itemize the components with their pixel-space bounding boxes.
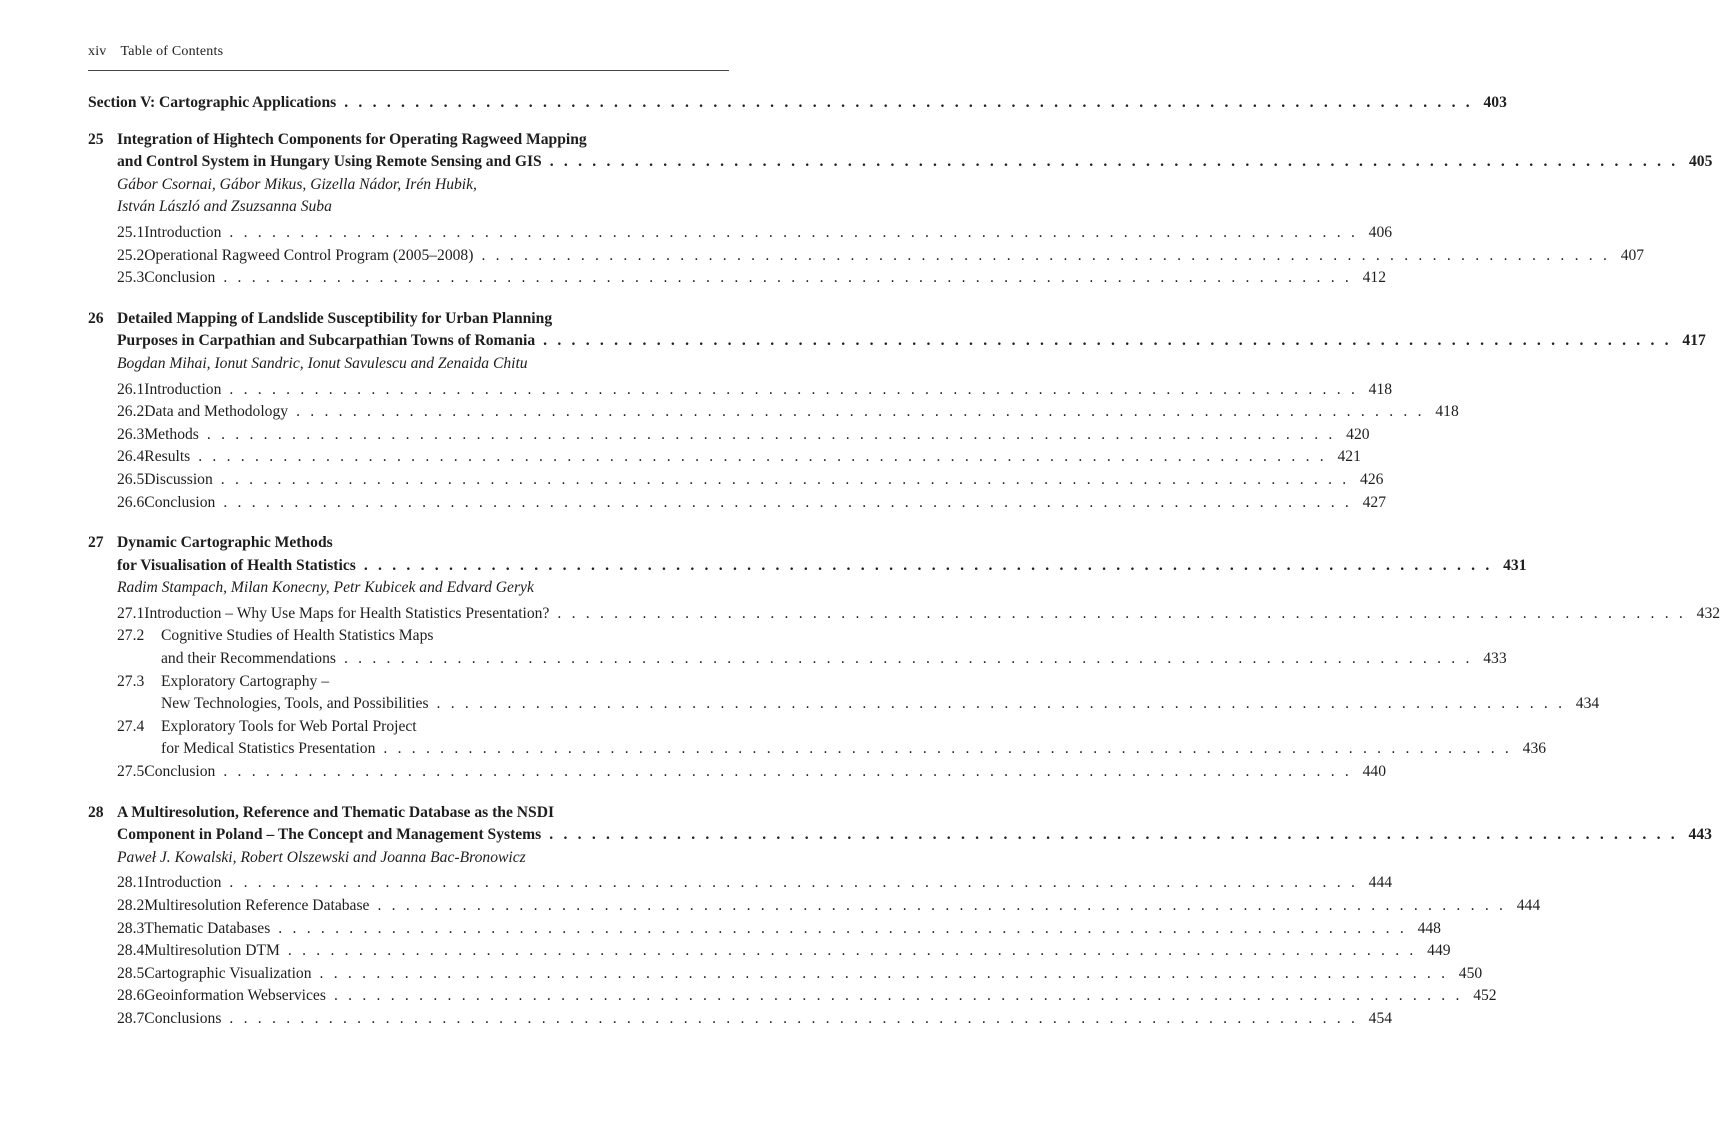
- chapter-entry: [88, 129, 1713, 290]
- section-number: 26.1: [117, 380, 145, 398]
- chapter-number: 25: [88, 130, 104, 148]
- dot-leader: . . . . . . . . . . . . . . . . . . . . . . . . . . . . . . . . . . . . . . . . . . . . . . . . . . . . . . . . . . . . . . . . . . . . . . . . . . . . . . . .: [333, 987, 1463, 1005]
- section-entry-text: Multiresolution DTM: [144, 942, 280, 960]
- chapter-title-line-text: for Visualisation of Health Statistics: [117, 556, 356, 574]
- chapter-authors: [88, 196, 729, 219]
- section-entry-text: Discussion: [144, 470, 213, 488]
- section-entry[interactable]: [88, 245, 1645, 268]
- section-number: 28.6: [117, 987, 145, 1005]
- section-entry[interactable]: [88, 446, 1361, 469]
- page-number: 444: [1516, 897, 1541, 914]
- chapter-authors: [88, 847, 729, 870]
- chapter-title-line[interactable]: [88, 802, 729, 825]
- chapter-title-text: Dynamic Cartographic Methods: [117, 534, 333, 552]
- section-entry[interactable]: [88, 895, 1541, 918]
- page-number: 406: [1368, 223, 1393, 241]
- section-entry-text: Conclusion: [144, 763, 216, 781]
- section-entry-text: Geoinformation Webservices: [144, 987, 326, 1005]
- chapter-title-line[interactable]: [88, 330, 1706, 353]
- section-entry[interactable]: [88, 603, 1720, 626]
- section-number: 26.3: [117, 425, 145, 443]
- chapter-title-line[interactable]: [88, 308, 729, 331]
- chapter-entry: [88, 308, 1706, 514]
- running-head-title: Table of Contents: [120, 44, 224, 59]
- section-number: 26.5: [117, 470, 145, 488]
- page-number: 454: [1368, 1009, 1393, 1027]
- section-entry[interactable]: [88, 671, 729, 694]
- page-number: 433: [1483, 650, 1507, 668]
- section-entry-text: Conclusion: [144, 269, 216, 287]
- dot-leader: . . . . . . . . . . . . . . . . . . . . . . . . . . . . . . . . . . . . . . . . . . . . . . . . . . . . . . . . . . . . . . . . . . . . . . . . . . . . . . . .: [229, 874, 1359, 892]
- section-entry[interactable]: [88, 267, 1386, 290]
- section-number: 27.4: [117, 717, 145, 735]
- dot-leader: . . . . . . . . . . . . . . . . . . . . . . . . . . . . . . . . . . . . . . . . . . . . . . . . . . . . . . . . . . . . . . . . . . . . . . . . . . . . . . . .: [296, 403, 1425, 421]
- dot-leader: . . . . . . . . . . . . . . . . . . . . . . . . . . . . . . . . . . . . . . . . . . . . . . . . . . . . . . . . . . . . . . . . . . . . . . . . . . . . . . . .: [543, 332, 1672, 350]
- section-entry-text: Operational Ragweed Control Program (2005–2008): [144, 246, 474, 264]
- running-head: [88, 44, 223, 60]
- chapter-title-text: Integration of Hightech Components for Operating Ragweed Mapping: [117, 130, 587, 148]
- section-entry-text: Introduction: [144, 223, 222, 241]
- chapter-authors: [88, 577, 729, 600]
- dot-leader: . . . . . . . . . . . . . . . . . . . . . . . . . . . . . . . . . . . . . . . . . . . . . . . . . . . . . . . . . . . . . . . . . . . . . . . . . . . . . . . .: [223, 493, 1352, 511]
- section-entry[interactable]: [88, 424, 1370, 447]
- page-number: 444: [1368, 874, 1393, 892]
- section-entry-text: Results: [144, 448, 191, 466]
- section-number: 28.2: [117, 897, 145, 914]
- section-number: 27.5: [117, 763, 145, 781]
- section-number: 27.3: [117, 672, 145, 690]
- section-entry-text: Data and Methodology: [144, 403, 289, 421]
- dot-leader: . . . . . . . . . . . . . . . . . . . . . . . . . . . . . . . . . . . . . . . . . . . . . . . . . . . . . . . . . . . . . . . . . . . . . . . . . . . . . . . .: [278, 919, 1407, 937]
- chapter-title-line[interactable]: [88, 151, 1713, 174]
- page-number: 431: [1503, 556, 1527, 574]
- chapter-entry: [88, 802, 1712, 1031]
- section-entry[interactable]: [88, 716, 729, 739]
- author-text: Paweł J. Kowalski, Robert Olszewski and Joanna Bac-Bronowicz: [117, 848, 526, 866]
- section-entry-text: Thematic Databases: [144, 919, 271, 937]
- section-entry[interactable]: [88, 761, 1386, 784]
- page-number: 427: [1362, 493, 1386, 511]
- section-entry-continuation[interactable]: [88, 693, 1600, 716]
- section-entry[interactable]: [88, 963, 1483, 986]
- page-number: 436: [1522, 740, 1547, 758]
- author-text: István László and Zsuzsanna Suba: [117, 198, 332, 216]
- section-entry-text: Exploratory Cartography –: [161, 672, 330, 690]
- page-number: 426: [1360, 470, 1384, 488]
- dot-leader: . . . . . . . . . . . . . . . . . . . . . . . . . . . . . . . . . . . . . . . . . . . . . . . . . . . . . . . . . . . . . . . . . . . . . . . . . . . . . . . .: [557, 604, 1687, 622]
- page-number: 443: [1688, 826, 1712, 844]
- section-number: 28.1: [117, 874, 145, 892]
- section-number: 26.4: [117, 448, 145, 466]
- section-entry[interactable]: [88, 985, 1497, 1008]
- section-entry-text: Introduction: [144, 874, 222, 892]
- dot-leader: . . . . . . . . . . . . . . . . . . . . . . . . . . . . . . . . . . . . . . . . . . . . . . . . . . . . . . . . . . . . . . . . . . . . . . . . . . . . . . . .: [223, 269, 1352, 287]
- section-entry-text: Conclusion: [144, 493, 216, 511]
- section-entry-text: Cartographic Visualization: [144, 964, 312, 982]
- spacer: [88, 115, 729, 129]
- chapter-number: 27: [88, 534, 104, 552]
- part-heading-text: Section V: Cartographic Applications: [88, 94, 337, 111]
- section-entry[interactable]: [88, 401, 1459, 424]
- section-entry-continuation-text: New Technologies, Tools, and Possibilities: [161, 695, 429, 713]
- chapter-number: 28: [88, 803, 104, 821]
- page-number: 407: [1620, 246, 1645, 264]
- chapter-title-line-text: and Control System in Hungary Using Remote Sensing and GIS: [117, 153, 542, 171]
- section-number: 25.1: [117, 223, 145, 241]
- section-entry-text: Multiresolution Reference Database: [144, 897, 370, 914]
- author-text: Bogdan Mihai, Ionut Sandric, Ionut Savulescu and Zenaida Chitu: [117, 354, 528, 372]
- chapter-title-text: A Multiresolution, Reference and Thematic Database as the NSDI: [117, 803, 555, 821]
- page-number: 448: [1417, 919, 1441, 937]
- section-entry-continuation-text: for Medical Statistics Presentation: [161, 740, 376, 758]
- chapter-authors: [88, 353, 729, 376]
- section-number: 26.6: [117, 493, 145, 511]
- section-number: 28.3: [117, 919, 145, 937]
- dot-leader: . . . . . . . . . . . . . . . . . . . . . . . . . . . . . . . . . . . . . . . . . . . . . . . . . . . . . . . . . . . . . . . . . . . . . . . . . . . . . . . .: [383, 740, 1513, 758]
- dot-leader: . . . . . . . . . . . . . . . . . . . . . . . . . . . . . . . . . . . . . . . . . . . . . . . . . . . . . . . . . . . . . . . . . . . . . . . . . . . . . . . .: [287, 942, 1417, 960]
- chapter-title-line-text: Component in Poland – The Concept and Management Systems: [117, 826, 542, 844]
- section-entry-continuation-text: and their Recommendations: [161, 650, 336, 668]
- page-folio: xiv: [88, 44, 107, 59]
- section-entry[interactable]: [88, 492, 1386, 515]
- section-entry-text: Methods: [144, 425, 199, 443]
- chapter-title-line[interactable]: [88, 532, 729, 555]
- section-number: 25.3: [117, 269, 145, 287]
- section-entry-text: Exploratory Tools for Web Portal Project: [161, 717, 417, 735]
- section-number: 27.1: [117, 604, 145, 622]
- toc-list: [88, 92, 1720, 1031]
- chapter-entry: [88, 532, 1720, 784]
- section-entry[interactable]: [88, 379, 1393, 402]
- page-number: 450: [1458, 964, 1483, 982]
- author-text: Radim Stampach, Milan Konecny, Petr Kubicek and Edvard Geryk: [117, 579, 534, 597]
- author-text: Gábor Csornai, Gábor Mikus, Gizella Nádor, Irén Hubik,: [117, 175, 477, 193]
- dot-leader: . . . . . . . . . . . . . . . . . . . . . . . . . . . . . . . . . . . . . . . . . . . . . . . . . . . . . . . . . . . . . . . . . . . . . . . . . . . . . . . .: [481, 246, 1611, 264]
- section-entry-text: Cognitive Studies of Health Statistics Maps: [161, 627, 434, 645]
- section-number: 26.2: [117, 403, 145, 421]
- chapter-title-line[interactable]: [88, 555, 1527, 578]
- dot-leader: . . . . . . . . . . . . . . . . . . . . . . . . . . . . . . . . . . . . . . . . . . . . . . . . . . . . . . . . . . . . . . . . . . . . . . . . . . . . . . . .: [229, 223, 1359, 241]
- dot-leader: . . . . . . . . . . . . . . . . . . . . . . . . . . . . . . . . . . . . . . . . . . . . . . . . . . . . . . . . . . . . . . . . . . . . . . . . . . . . . . . .: [343, 650, 1473, 668]
- spacer: [88, 784, 729, 802]
- page-number: 432: [1696, 604, 1720, 622]
- dot-leader: . . . . . . . . . . . . . . . . . . . . . . . . . . . . . . . . . . . . . . . . . . . . . . . . . . . . . . . . . . . . . . . . . . . . . . . . . . . . . . . .: [319, 964, 1449, 982]
- dot-leader: . . . . . . . . . . . . . . . . . . . . . . . . . . . . . . . . . . . . . . . . . . . . . . . . . . . . . . . . . . . . . . . . . . . . . . . . . . . . . . . .: [549, 153, 1679, 171]
- header-rule: [88, 70, 729, 71]
- section-number: 27.2: [117, 627, 145, 645]
- page-number: 412: [1362, 269, 1386, 287]
- section-number: 28.5: [117, 964, 145, 982]
- section-entry[interactable]: [88, 469, 1384, 492]
- spacer: [88, 514, 729, 532]
- section-entry[interactable]: [88, 940, 1451, 963]
- section-entry[interactable]: [88, 918, 1441, 941]
- chapter-title-line[interactable]: [88, 824, 1712, 847]
- page-number: 420: [1346, 425, 1370, 443]
- page-number: 421: [1337, 448, 1361, 466]
- chapter-authors: [88, 174, 729, 197]
- page-number: 452: [1473, 987, 1497, 1005]
- dot-leader: . . . . . . . . . . . . . . . . . . . . . . . . . . . . . . . . . . . . . . . . . . . . . . . . . . . . . . . . . . . . . . . . . . . . . . . . . . . . . . . .: [229, 380, 1359, 398]
- chapter-title-line-text: Purposes in Carpathian and Subcarpathian Towns of Romania: [117, 332, 536, 350]
- dot-leader: . . . . . . . . . . . . . . . . . . . . . . . . . . . . . . . . . . . . . . . . . . . . . . . . . . . . . . . . . . . . . . . . . . . . . . . . . . . . . . . .: [363, 556, 1493, 574]
- page-number: 417: [1682, 332, 1706, 350]
- section-entry[interactable]: [88, 1008, 1393, 1031]
- section-entry[interactable]: [88, 222, 1393, 245]
- page-number: 418: [1435, 403, 1459, 421]
- dot-leader: . . . . . . . . . . . . . . . . . . . . . . . . . . . . . . . . . . . . . . . . . . . . . . . . . . . . . . . . . . . . . . . . . . . . . . . . . . . . . . . .: [344, 94, 1473, 111]
- dot-leader: . . . . . . . . . . . . . . . . . . . . . . . . . . . . . . . . . . . . . . . . . . . . . . . . . . . . . . . . . . . . . . . . . . . . . . . . . . . . . . . .: [436, 695, 1566, 713]
- dot-leader: . . . . . . . . . . . . . . . . . . . . . . . . . . . . . . . . . . . . . . . . . . . . . . . . . . . . . . . . . . . . . . . . . . . . . . . . . . . . . . . .: [229, 1009, 1359, 1027]
- section-entry-continuation[interactable]: [88, 738, 1547, 761]
- section-entry-text: Introduction: [144, 380, 222, 398]
- dot-leader: . . . . . . . . . . . . . . . . . . . . . . . . . . . . . . . . . . . . . . . . . . . . . . . . . . . . . . . . . . . . . . . . . . . . . . . . . . . . . . . .: [206, 425, 1336, 443]
- section-number: 25.2: [117, 246, 145, 264]
- section-entry-continuation[interactable]: [88, 648, 1507, 671]
- page-number: 440: [1362, 763, 1386, 781]
- section-number: 28.4: [117, 942, 145, 960]
- section-entry-text: Conclusions: [144, 1009, 222, 1027]
- chapter-title-text: Detailed Mapping of Landslide Susceptibility for Urban Planning: [117, 309, 553, 327]
- page-number: 434: [1575, 695, 1600, 713]
- chapter-number: 26: [88, 309, 104, 327]
- page-number: 403: [1483, 94, 1507, 111]
- chapter-title-line[interactable]: [88, 129, 729, 152]
- section-entry[interactable]: [88, 625, 729, 648]
- part-heading[interactable]: [88, 92, 1507, 115]
- section-entry-text: Introduction – Why Use Maps for Health Statistics Presentation?: [144, 604, 550, 622]
- dot-leader: . . . . . . . . . . . . . . . . . . . . . . . . . . . . . . . . . . . . . . . . . . . . . . . . . . . . . . . . . . . . . . . . . . . . . . . . . . . . . . . .: [198, 448, 1327, 466]
- section-entry[interactable]: [88, 872, 1393, 895]
- page-number: 449: [1427, 942, 1451, 960]
- page-number: 405: [1688, 153, 1713, 171]
- section-number: 28.7: [117, 1009, 145, 1027]
- dot-leader: . . . . . . . . . . . . . . . . . . . . . . . . . . . . . . . . . . . . . . . . . . . . . . . . . . . . . . . . . . . . . . . . . . . . . . . . . . . . . . . .: [223, 763, 1352, 781]
- dot-leader: . . . . . . . . . . . . . . . . . . . . . . . . . . . . . . . . . . . . . . . . . . . . . . . . . . . . . . . . . . . . . . . . . . . . . . . . . . . . . . . .: [377, 897, 1507, 914]
- dot-leader: . . . . . . . . . . . . . . . . . . . . . . . . . . . . . . . . . . . . . . . . . . . . . . . . . . . . . . . . . . . . . . . . . . . . . . . . . . . . . . . .: [220, 470, 1350, 488]
- spacer: [88, 290, 729, 308]
- page-number: 418: [1368, 380, 1393, 398]
- dot-leader: . . . . . . . . . . . . . . . . . . . . . . . . . . . . . . . . . . . . . . . . . . . . . . . . . . . . . . . . . . . . . . . . . . . . . . . . . . . . . . . .: [549, 826, 1678, 844]
